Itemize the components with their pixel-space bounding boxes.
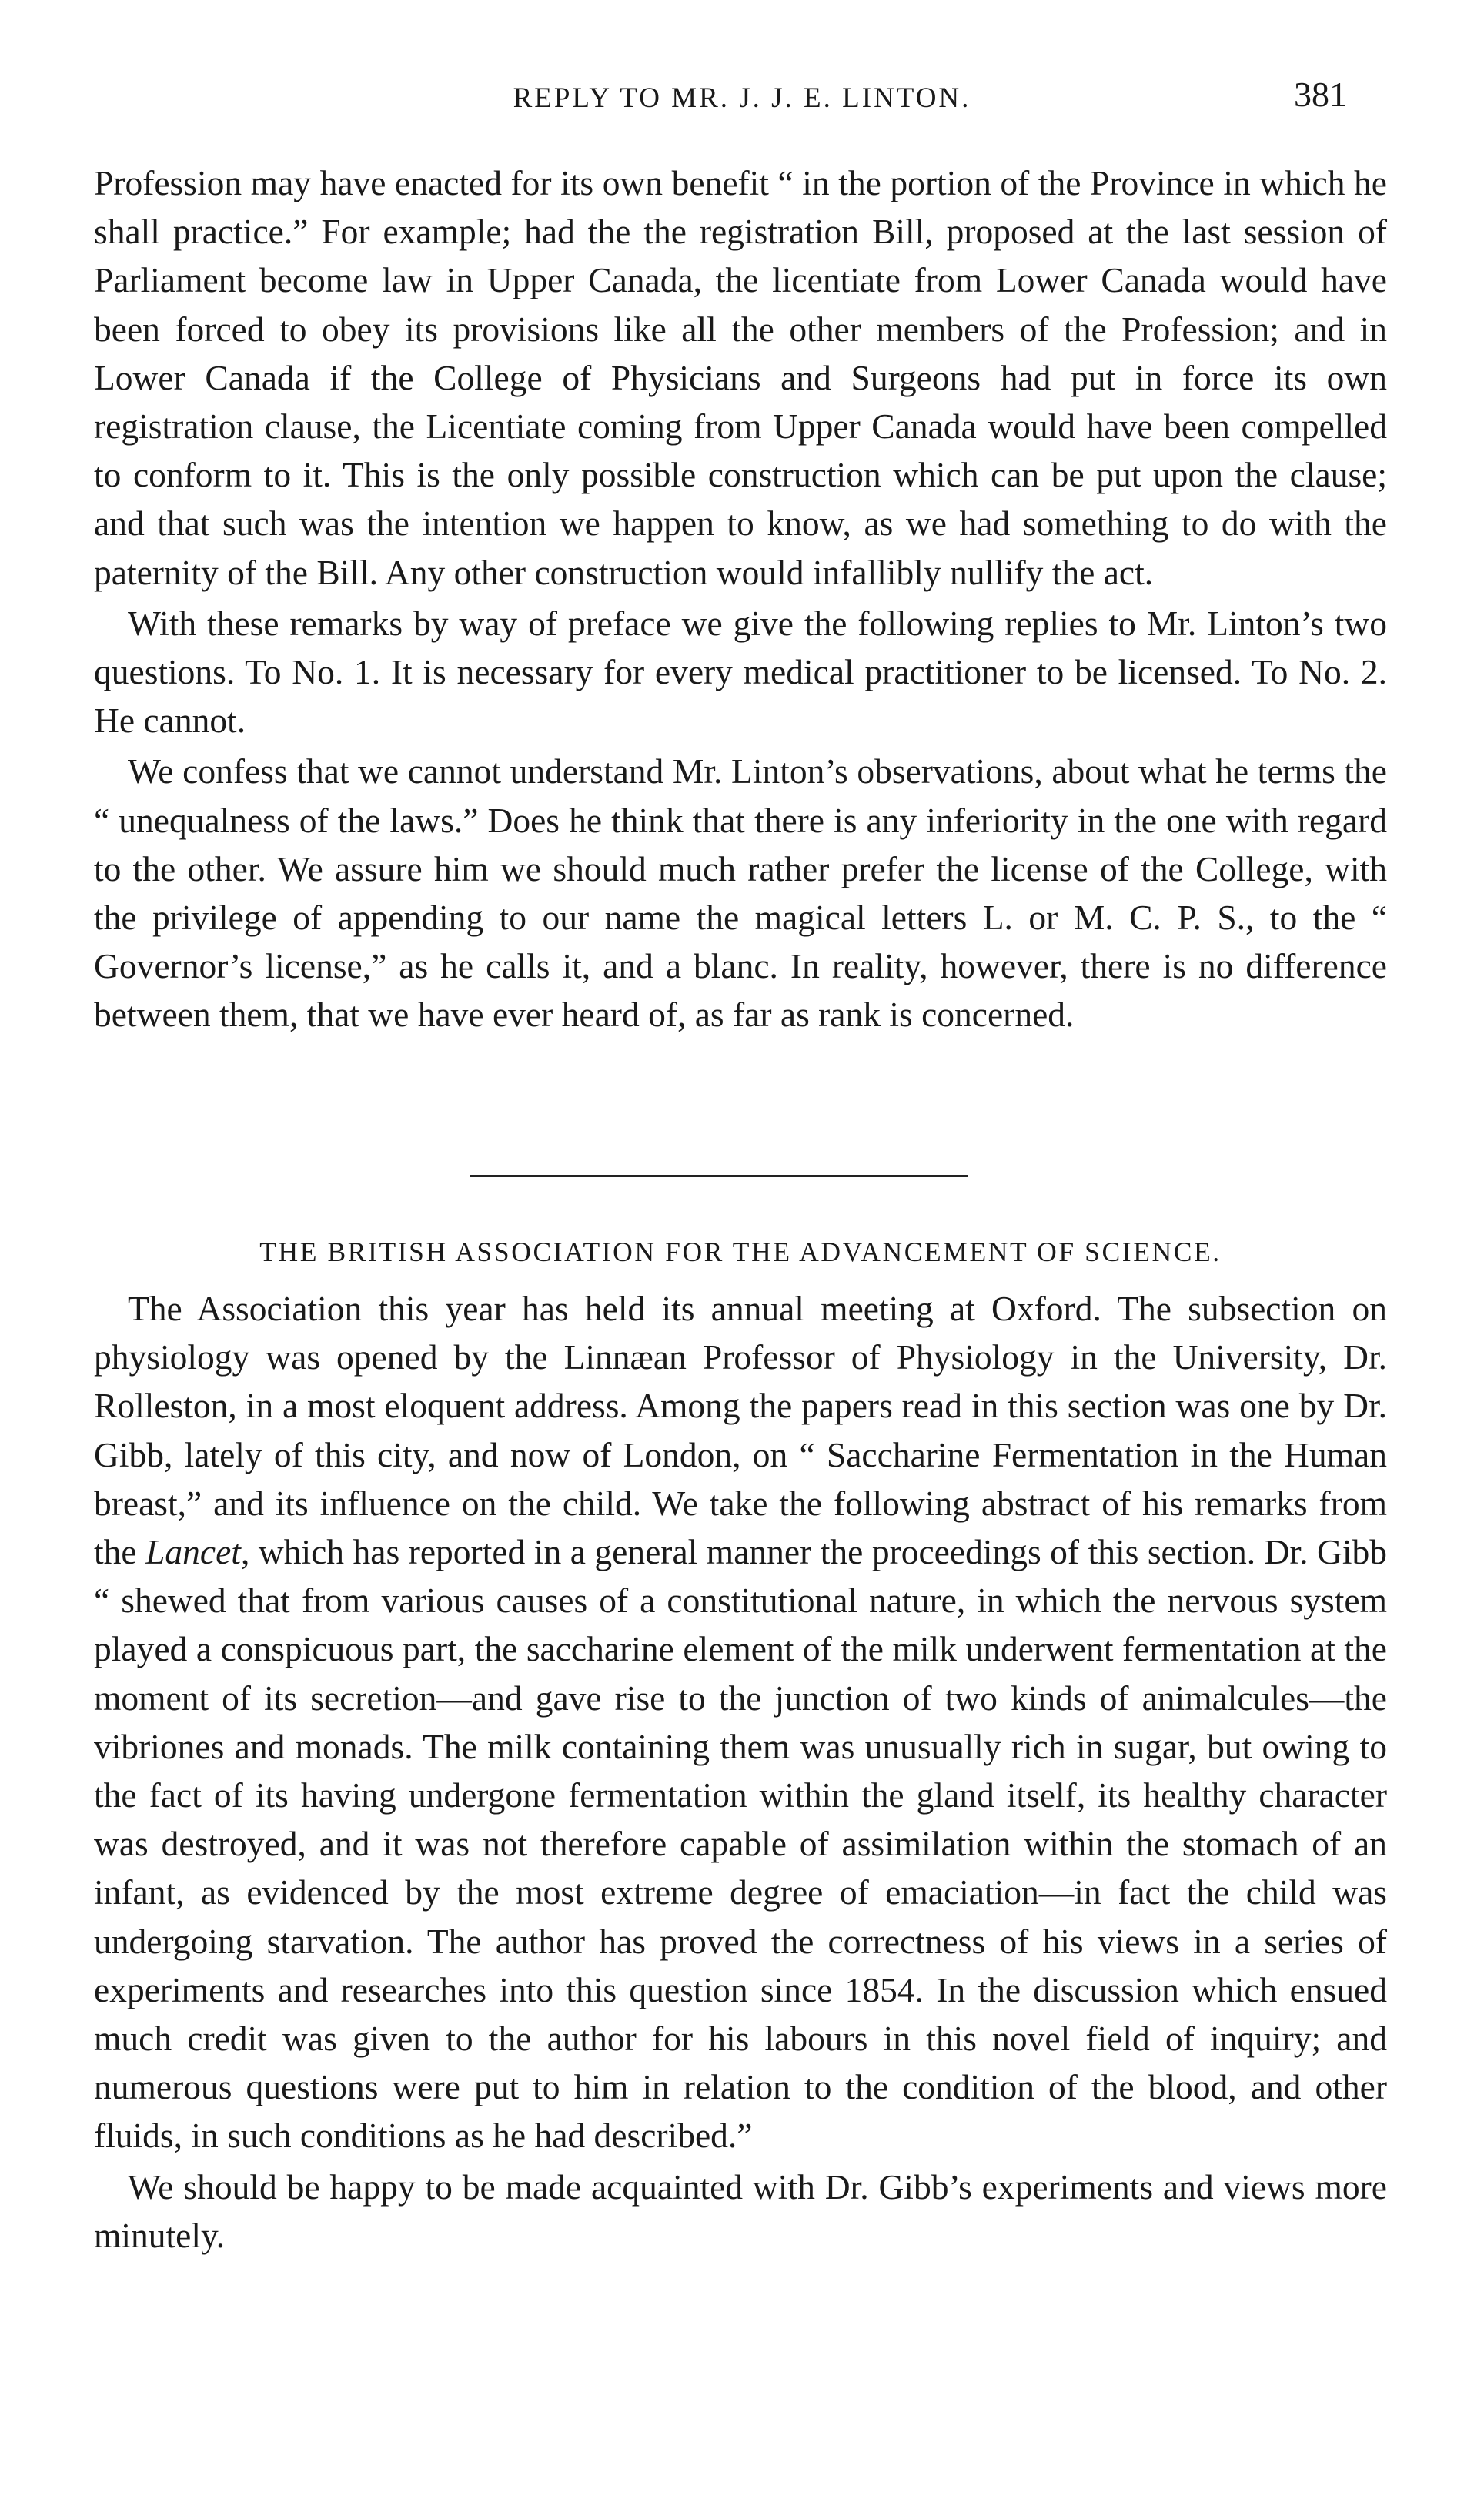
paragraph-association bbox=[94, 1284, 1387, 2160]
page-header bbox=[0, 74, 1484, 128]
paragraph-continuation: Profession may have enacted for its own benefit “ in the portion of the Province in which he shall practice.” For example; had the the registration Bill, proposed at the last session of Parliament become law in Upper Canada, the licentiate from Lower Canada would have been forced to obey its provisions like all the other members of the Profession; and in Lower Canada if the College of Physicians and Surgeons had put in force its own registration clause, the Licentiate coming from Upper Canada would have been compelled to conform to it. This is the only possible construction which can be put upon the clause; and that such was the intention we happen to know, as we had something to do with the paternity of the Bill. Any other construction would infallibly nullify the act. bbox=[94, 163, 1387, 592]
lancet-italic: Lancet bbox=[145, 1532, 241, 1572]
running-title: REPLY TO MR. J. J. E. LINTON. bbox=[513, 82, 971, 114]
section-divider bbox=[470, 1175, 968, 1177]
page-number: 381 bbox=[1294, 75, 1347, 114]
reply-section bbox=[94, 159, 1387, 1039]
section-title: THE BRITISH ASSOCIATION FOR THE ADVANCEMENT OF SCIENCE. bbox=[259, 1236, 1222, 1267]
paragraph-association-text-2: , which has reported in a general manner the proceedings of this section. Dr. Gibb “ shewed that from various causes of a constitutional nature, in which the nervous system played a conspicuous part, the saccharine element of the milk underwent fermentation at the moment of its secretion—and gave rise to the junction of two kinds of animalcules—the vibriones and monads. The milk containing them was unusually rich in sugar, but owing to the fact of its having undergone fermentation within the gland itself, its healthy character was destroyed, and it was not therefore capable of assimilation within the stomach of an infant, as evidenced by the most extreme degree of emaciation—in fact the child was undergoing starvation. The author has proved the correctness of his views in a series of experiments and researches into this question since 1854. In the discussion which ensued much credit was given to the author for his labours in this novel field of inquiry; and numerous questions were put to him in relation to the condition of the blood, and other fluids, in such conditions as he had described.” bbox=[94, 1532, 1387, 2156]
paragraph-closing: We should be happy to be made acquainted with Dr. Gibb’s experiments and views more minutely. bbox=[94, 2166, 1387, 2255]
british-association-section bbox=[94, 1284, 1387, 2260]
paragraph-replies: With these remarks by way of preface we give the following replies to Mr. Linton’s two questions. To No. 1. It is necessary for every medical practitioner to be licensed. To No. 2. He cannot. bbox=[94, 603, 1387, 741]
paragraph-unequalness: We confess that we cannot understand Mr. Linton’s observations, about what he terms the “ unequalness of the laws.” Does he think that there is any inferiority in the one with regard to the other. We assure him we should much rather prefer the license of the College, with the privilege of appending to our name the magical letters L. or M. C. P. S., to the “ Governor’s license,” as he calls it, and a blanc. In reality, however, there is no difference between them, that we have ever heard of, as far as rank is concerned. bbox=[94, 751, 1387, 1035]
paragraph-association-text-1: The Association this year has held its annual meeting at Oxford. The subsection on physiology was opened by the Linnæan Professor of Physiology in the University, Dr. Rolleston, in a most eloquent address. Among the papers read in this section was one by Dr. Gibb, lately of this city, and now of London, on “ Saccharine Fermentation in the Human breast,” and its influence on the child. We take the following abstract of his remarks from the bbox=[94, 1289, 1387, 1572]
